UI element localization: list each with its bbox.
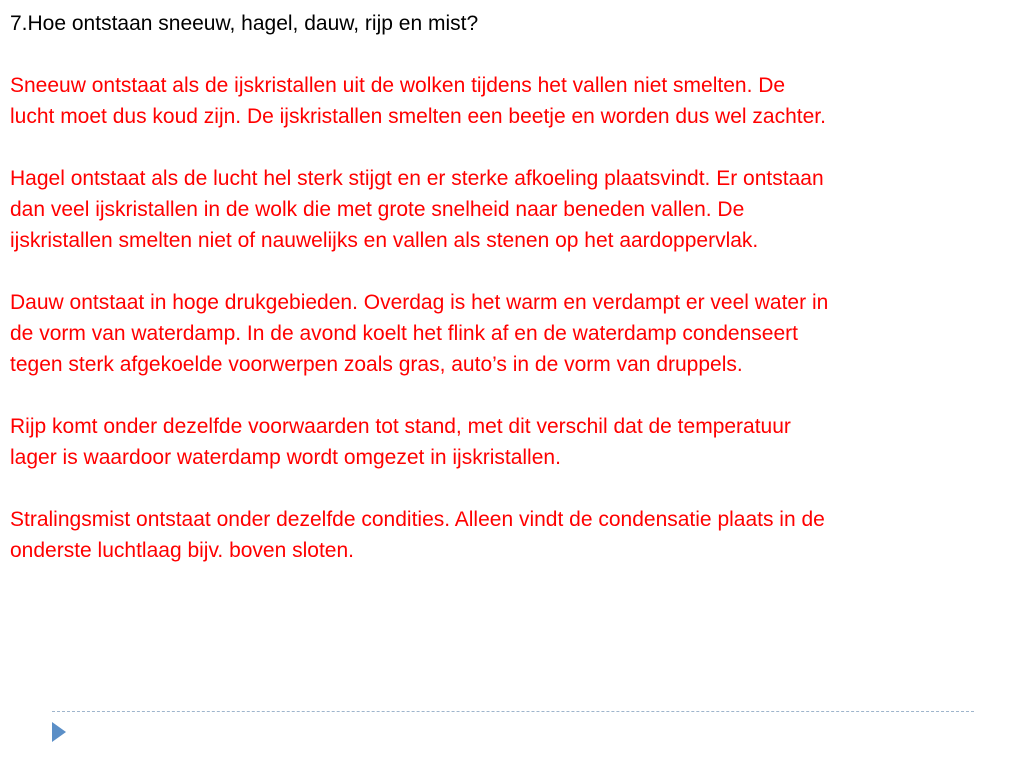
- answer-snow: Sneeuw ontstaat als de ijskristallen uit de wolken tijdens het vallen niet smelten. De lucht moet dus koud zijn. De ijskristallen smelten een beetje en worden dus wel zachter.: [10, 74, 826, 128]
- answer-fog: Stralingsmist ontstaat onder dezelfde condities. Alleen vindt de condensatie plaats in de onderste luchtlaag bijv. boven sloten.: [10, 508, 825, 562]
- answer-dew: Dauw ontstaat in hoge drukgebieden. Overdag is het warm en verdampt er veel water in de vorm van waterdamp. In de avond koelt het flink af en de waterdamp condenseert tegen sterk afgekoelde voorwerpen zoals gras, auto’s in de vorm van druppels.: [10, 291, 829, 376]
- footer-divider: [52, 711, 974, 712]
- answer-hail: Hagel ontstaat als de lucht hel sterk stijgt en er sterke afkoeling plaatsvindt. Er ontstaan dan veel ijskristallen in de wolk die met grote snelheid naar beneden vallen. De ijskristallen smelten niet of nauwelijks en vallen als stenen op het aardoppervlak.: [10, 167, 824, 252]
- question-heading: 7.Hoe ontstaan sneeuw, hagel, dauw, rijp en mist?: [10, 12, 479, 35]
- answer-frost: Rijp komt onder dezelfde voorwaarden tot stand, met dit verschil dat de temperatuur lager is waardoor waterdamp wordt omgezet in ijskristallen.: [10, 415, 791, 469]
- play-triangle-icon[interactable]: [52, 722, 66, 742]
- slide-content: [10, 8, 1014, 566]
